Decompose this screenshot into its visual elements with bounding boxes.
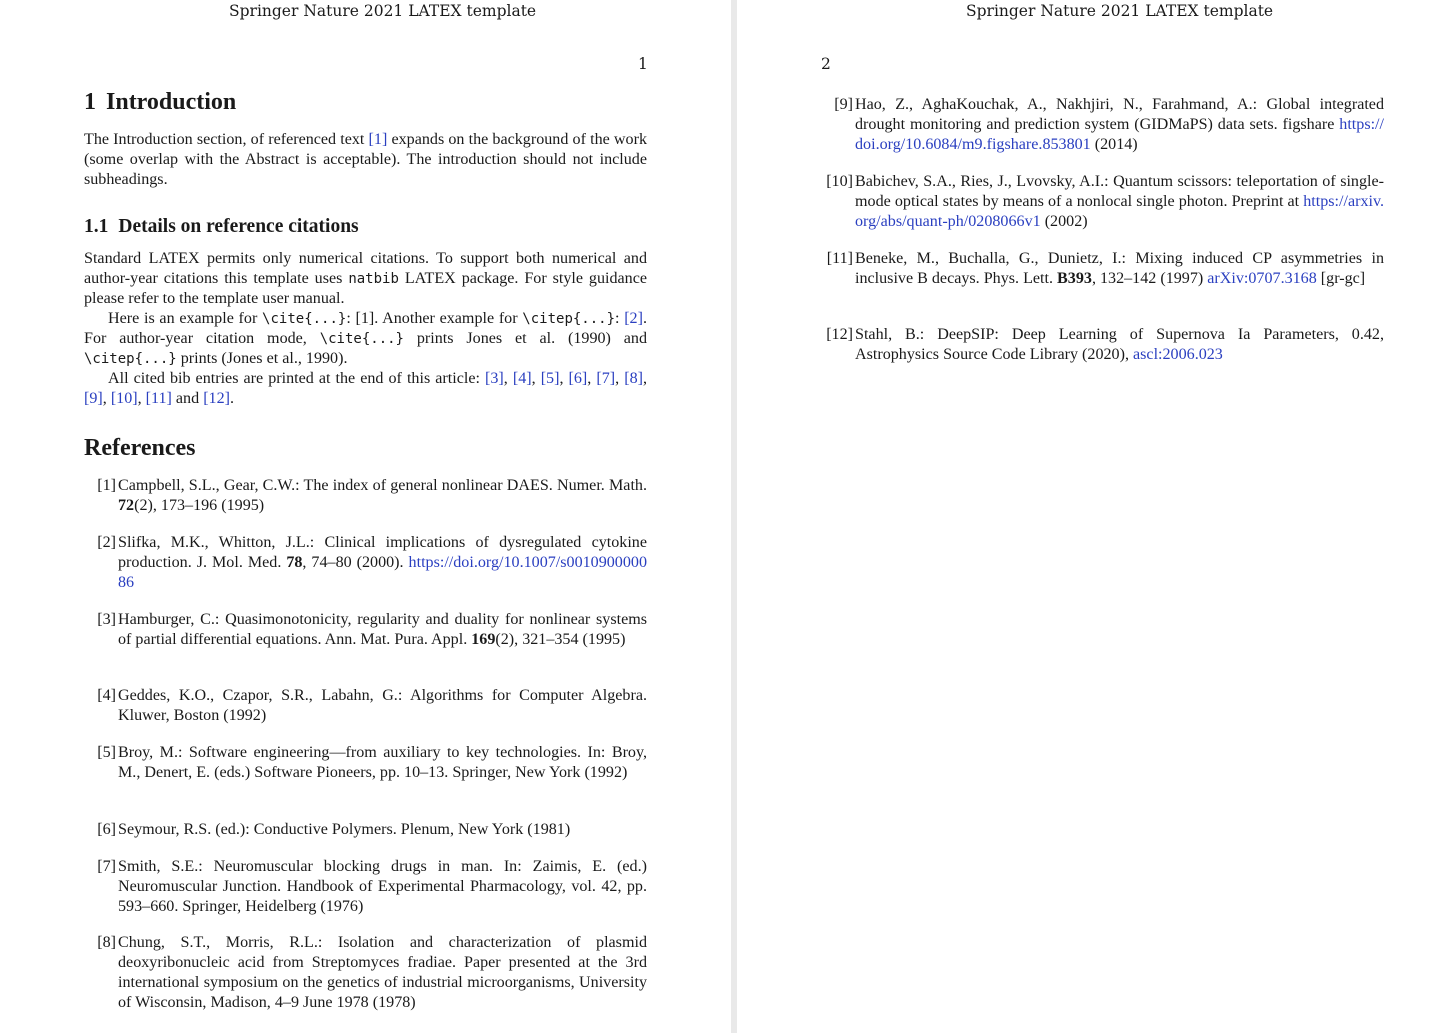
reference-label: [5] — [97, 744, 116, 761]
latex-logo: LATEX — [148, 250, 200, 267]
reference-label: [2] — [97, 534, 116, 551]
reference-text: Beneke, M., Buchalla, G., Dunietz, I.: Mixing induced CP asymmetries in inclusive B decays. Phys. Lett. — [855, 250, 1384, 287]
text-run: , — [503, 370, 513, 387]
page-number: 1 — [638, 55, 648, 73]
reference-link[interactable]: arXiv:0707.3168 — [1207, 270, 1317, 287]
reference-text: Hao, Z., AghaKouchak, A., Nakhjiri, N., Farahmand, A.: Global integrated drought monitoring and prediction system (GIDMaPS) data sets. figshare — [855, 96, 1384, 133]
reference-label: [1] — [97, 477, 116, 494]
reference-item — [97, 610, 647, 650]
text-run: : [1]. Another example for — [346, 310, 523, 327]
reference-text: Hamburger, C.: Quasimonotonicity, regularity and duality for nonlinear systems of partial differential equations. Ann. Mat. Pura. Appl. — [118, 611, 647, 648]
text-run: : — [615, 310, 625, 327]
text-run: permits only numerical citations. To support both numerical and author-year citations this template uses — [84, 250, 647, 287]
text-run: prints (Jones et al., 1990). — [176, 350, 348, 367]
reference-item — [97, 820, 647, 840]
reference-item — [826, 172, 1384, 232]
reference-link[interactable]: ascl:2006.023 — [1133, 346, 1223, 363]
text-run: , — [559, 370, 569, 387]
reference-item — [97, 743, 647, 783]
reference-volume: 72 — [118, 497, 135, 514]
citation-link[interactable]: [1] — [368, 131, 388, 148]
citation-link[interactable]: [2] — [624, 310, 643, 327]
text-run: All cited bib entries are printed at the end of this article: — [108, 370, 485, 387]
reference-text: (2014) — [1090, 136, 1138, 153]
reference-label: [6] — [97, 821, 116, 838]
citation-link[interactable]: [10] — [110, 390, 138, 407]
reference-text: Seymour, R.S. (ed.): Conductive Polymers. Plenum, New York (1981) — [118, 821, 571, 838]
citation-link[interactable]: [11] — [145, 390, 172, 407]
text-run: Standard — [84, 250, 149, 267]
reference-label: [4] — [97, 687, 116, 704]
reference-text: , 132–142 (1997) — [1091, 270, 1208, 287]
citation-link[interactable]: [3] — [485, 370, 504, 387]
running-head-text: Springer Nature 2021 LATEX template — [229, 2, 537, 20]
citation-link[interactable]: [9] — [84, 390, 103, 407]
text-run: The Introduction section, of referenced text — [84, 131, 369, 148]
latex-logo: LATEX — [404, 270, 456, 287]
code-citep: \citep{...} — [84, 351, 177, 367]
reference-item — [97, 686, 647, 726]
text-run: , — [102, 390, 111, 407]
citation-link[interactable]: [12] — [203, 390, 230, 407]
section-heading-introduction — [84, 89, 236, 116]
citation-link[interactable]: [4] — [512, 370, 532, 387]
reference-text: Stahl, B.: DeepSIP: Deep Learning of Supernova Ia Parameters, 0.42, Astrophysics Source Code Library (2020), — [855, 326, 1384, 363]
running-head-text: Springer Nature 2021 LATEX template — [966, 2, 1274, 20]
citations-paragraph-1 — [84, 249, 647, 309]
reference-text: [gr-gc] — [1316, 270, 1366, 287]
reference-item — [97, 533, 647, 593]
reference-label: [8] — [97, 934, 116, 951]
section-title: Introduction — [106, 89, 237, 115]
reference-label: [3] — [97, 611, 116, 628]
reference-link[interactable]: https://arxiv.org/abs/quant-ph/0208066v1 — [855, 193, 1384, 230]
running-head — [966, 2, 1274, 20]
reference-volume: B393 — [1057, 270, 1092, 287]
citation-link[interactable]: [6] — [568, 370, 588, 387]
reference-text: (2), 173–196 (1995) — [134, 497, 265, 514]
text-run: Here is an example for — [108, 310, 263, 327]
subsection-number: 1.1 — [84, 216, 109, 237]
text-run: , — [615, 370, 625, 387]
section-number: 1 — [84, 89, 96, 115]
references-heading: References — [84, 435, 196, 461]
reference-label: [9] — [834, 96, 853, 113]
reference-text: Campbell, S.L., Gear, C.W.: The index of general nonlinear DAES. Numer. Math. — [118, 477, 647, 494]
reference-link[interactable]: https://doi.org/10.6084/m9.figshare.853801 — [855, 116, 1384, 153]
text-run: , — [531, 370, 541, 387]
reference-label: [7] — [97, 858, 116, 875]
text-run: and — [171, 390, 204, 407]
reference-volume: 78 — [286, 554, 303, 571]
reference-text: (2002) — [1040, 213, 1088, 230]
reference-label: [11] — [826, 250, 853, 267]
reference-text: Geddes, K.O., Czapor, S.R., Labahn, G.: Algorithms for Computer Algebra. Kluwer, Boston (1992) — [118, 687, 647, 724]
reference-text: Babichev, S.A., Ries, J., Lvovsky, A.I.: Quantum scissors: teleportation of single-mode optical states by means of a nonlocal single photon. Preprint at — [855, 173, 1384, 210]
text-run: , — [587, 370, 597, 387]
reference-text: Slifka, M.K., Whitton, J.L.: Clinical implications of dysregulated cytokine production. J. Mol. Med. — [118, 534, 647, 571]
reference-volume: 169 — [471, 631, 496, 648]
citations-paragraph-2 — [84, 309, 647, 369]
reference-item — [97, 933, 647, 1013]
code-natbib: natbib — [348, 271, 399, 287]
reference-label: [12] — [826, 326, 853, 343]
code-cite: \cite{...} — [262, 311, 347, 327]
citation-link[interactable]: [8] — [624, 370, 643, 387]
text-run: prints Jones et al. (1990) and — [404, 330, 647, 347]
code-cite: \cite{...} — [319, 331, 404, 347]
reference-link[interactable]: https://doi.org/10.1007/s001090000086 — [118, 554, 647, 591]
text-run: , — [137, 390, 146, 407]
reference-text: Chung, S.T., Morris, R.L.: Isolation and characterization of plasmid deoxyribonucleic acid from Streptomyces fradiae. Paper presented at the 3rd international symposium on the genetics of industrial microorganisms, University of Wisconsin, Madison, 4–9 June 1978 (1978) — [118, 934, 647, 1011]
reference-item — [826, 249, 1384, 289]
reference-item — [834, 95, 1384, 155]
reference-text: Broy, M.: Software engineering—from auxiliary to key technologies. In: Broy, M., Denert, E. (eds.) Software Pioneers, pp. 10–13. Springer, New York (1992) — [118, 744, 647, 781]
reference-text: Smith, S.E.: Neuromuscular blocking drugs in man. In: Zaimis, E. (ed.) Neuromuscular Junction. Handbook of Experimental Pharmacology, vol. 42, pp. 593–660. Springer, Heidelberg (1976) — [118, 858, 647, 915]
intro-paragraph — [84, 130, 647, 190]
code-citep: \citep{...} — [522, 311, 616, 327]
text-run: , — [642, 370, 648, 387]
reference-item — [97, 857, 647, 917]
reference-text: (2), 321–354 (1995) — [495, 631, 626, 648]
subsection-title: Details on reference citations — [118, 216, 359, 237]
citation-link[interactable]: [7] — [596, 370, 616, 387]
subsection-heading — [84, 216, 359, 238]
reference-item — [826, 325, 1384, 365]
page-number: 2 — [821, 55, 831, 73]
reference-label: [10] — [826, 173, 853, 190]
reference-text: , 74–80 (2000). — [302, 554, 409, 571]
text-run: expands on the background of the work (some overlap with the Abstract is acceptable). The introduction should not include subheadings. — [84, 131, 647, 188]
text-run: . — [230, 390, 235, 407]
running-head — [229, 2, 537, 20]
page-2 — [737, 0, 1433, 1033]
reference-item — [97, 476, 647, 516]
citation-link[interactable]: [5] — [540, 370, 560, 387]
text-run: package. For style guidance please refer to the template user manual. — [84, 270, 648, 307]
citations-paragraph-3 — [84, 369, 647, 409]
text-run: . For author-year citation mode, — [84, 310, 647, 347]
